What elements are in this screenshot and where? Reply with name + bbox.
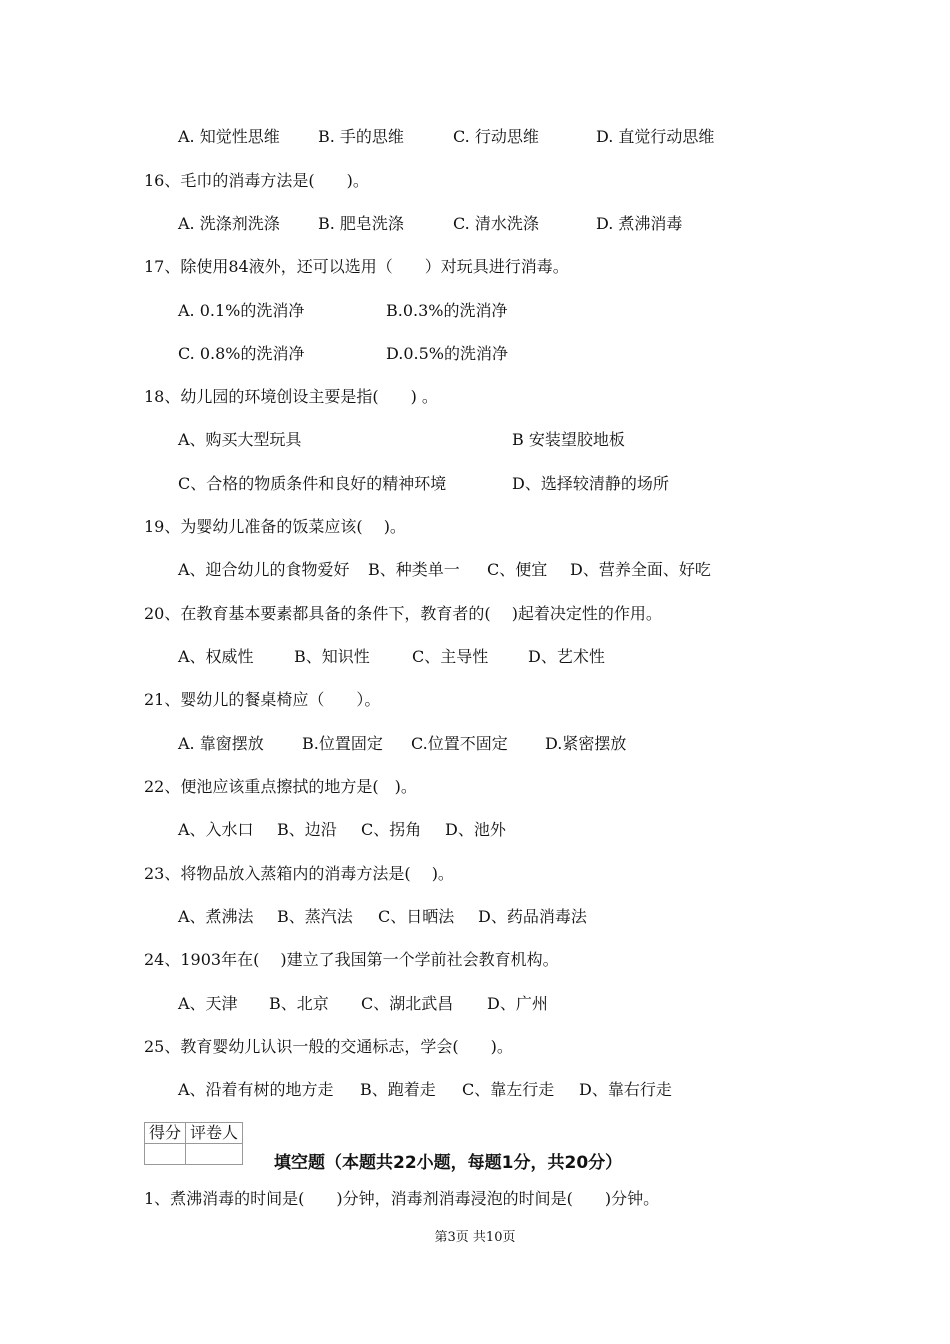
q16-option-b: B. 肥皂洗涤 xyxy=(318,214,404,233)
q24-option-d: D、广州 xyxy=(487,994,548,1013)
q24-option-c: C、湖北武昌 xyxy=(361,994,454,1013)
q22-option-a: A、入水口 xyxy=(178,820,254,839)
q16-option-c: C. 清水洗涤 xyxy=(453,214,539,233)
q21-option-b: B.位置固定 xyxy=(302,734,383,753)
q23-option-a: A、煮沸法 xyxy=(178,907,254,926)
q15-option-b: B. 手的思维 xyxy=(318,127,404,146)
fill-question-1: 1、煮沸消毒的时间是( )分钟，消毒剂消毒浸泡的时间是( )分钟。 xyxy=(144,1189,660,1208)
q20-option-d: D、艺术性 xyxy=(528,647,605,666)
q17-option-d: D.0.5%的洗消净 xyxy=(386,344,508,363)
q25-option-b: B、跑着走 xyxy=(360,1080,436,1099)
score-label: 得分 xyxy=(145,1123,186,1144)
q17-stem: 17、除使用84液外，还可以选用（ ）对玩具进行消毒。 xyxy=(144,257,569,276)
q24-stem: 24、1903年在( )建立了我国第一个学前社会教育机构。 xyxy=(144,950,559,969)
q25-option-a: A、沿着有树的地方走 xyxy=(178,1080,334,1099)
q19-option-d: D、营养全面、好吃 xyxy=(570,560,711,579)
q23-option-c: C、日晒法 xyxy=(378,907,455,926)
q16-stem: 16、毛巾的消毒方法是( )。 xyxy=(144,171,369,190)
q22-stem: 22、便池应该重点擦拭的地方是( )。 xyxy=(144,777,417,796)
page-footer: 第3页 共10页 xyxy=(434,1230,516,1245)
q18-stem: 18、幼儿园的环境创设主要是指( ) 。 xyxy=(144,387,438,406)
q19-option-c: C、便宜 xyxy=(487,560,548,579)
q21-stem: 21、婴幼儿的餐桌椅应（ ）。 xyxy=(144,690,381,709)
q15-option-c: C. 行动思维 xyxy=(453,127,539,146)
q23-stem: 23、将物品放入蒸箱内的消毒方法是( )。 xyxy=(144,864,454,883)
q19-stem: 19、为婴幼儿准备的饭菜应该( )。 xyxy=(144,517,406,536)
q20-option-a: A、权威性 xyxy=(178,647,254,666)
q17-option-a: A. 0.1%的洗消净 xyxy=(178,301,305,320)
q18-option-a: A、购买大型玩具 xyxy=(178,430,302,449)
q19-option-a: A、迎合幼儿的食物爱好 xyxy=(178,560,350,579)
q24-option-a: A、天津 xyxy=(178,994,238,1013)
q22-option-b: B、边沿 xyxy=(277,820,337,839)
q21-option-a: A. 靠窗摆放 xyxy=(178,734,264,753)
q20-option-b: B、知识性 xyxy=(294,647,370,666)
q16-option-a: A. 洗涤剂洗涤 xyxy=(178,214,280,233)
q21-option-c: C.位置不固定 xyxy=(411,734,508,753)
q18-option-b: B 安装望胶地板 xyxy=(512,430,625,449)
section-title: 填空题（本题共22小题，每题1分，共20分） xyxy=(274,1153,623,1173)
q17-option-b: B.0.3%的洗消净 xyxy=(386,301,508,320)
q24-option-b: B、北京 xyxy=(269,994,329,1013)
q16-option-d: D. 煮沸消毒 xyxy=(596,214,683,233)
q25-option-c: C、靠左行走 xyxy=(462,1080,555,1099)
q15-option-d: D. 直觉行动思维 xyxy=(596,127,715,146)
grader-label: 评卷人 xyxy=(186,1123,243,1144)
q22-option-c: C、拐角 xyxy=(361,820,422,839)
q20-option-c: C、主导性 xyxy=(412,647,489,666)
score-table xyxy=(144,1122,243,1165)
score-cell[interactable] xyxy=(145,1144,186,1165)
q25-stem: 25、教育婴幼儿认识一般的交通标志，学会( )。 xyxy=(144,1037,513,1056)
q18-option-c: C、合格的物质条件和良好的精神环境 xyxy=(178,474,447,493)
q25-option-d: D、靠右行走 xyxy=(579,1080,672,1099)
q15-option-a: A. 知觉性思维 xyxy=(178,127,280,146)
q23-option-d: D、药品消毒法 xyxy=(478,907,587,926)
q18-option-d: D、选择较清静的场所 xyxy=(512,474,669,493)
q21-option-d: D.紧密摆放 xyxy=(545,734,627,753)
q17-option-c: C. 0.8%的洗消净 xyxy=(178,344,305,363)
q20-stem: 20、在教育基本要素都具备的条件下，教育者的( )起着决定性的作用。 xyxy=(144,604,662,623)
q19-option-b: B、种类单一 xyxy=(368,560,460,579)
q23-option-b: B、蒸汽法 xyxy=(277,907,353,926)
q22-option-d: D、池外 xyxy=(445,820,506,839)
grader-cell[interactable] xyxy=(186,1144,243,1165)
